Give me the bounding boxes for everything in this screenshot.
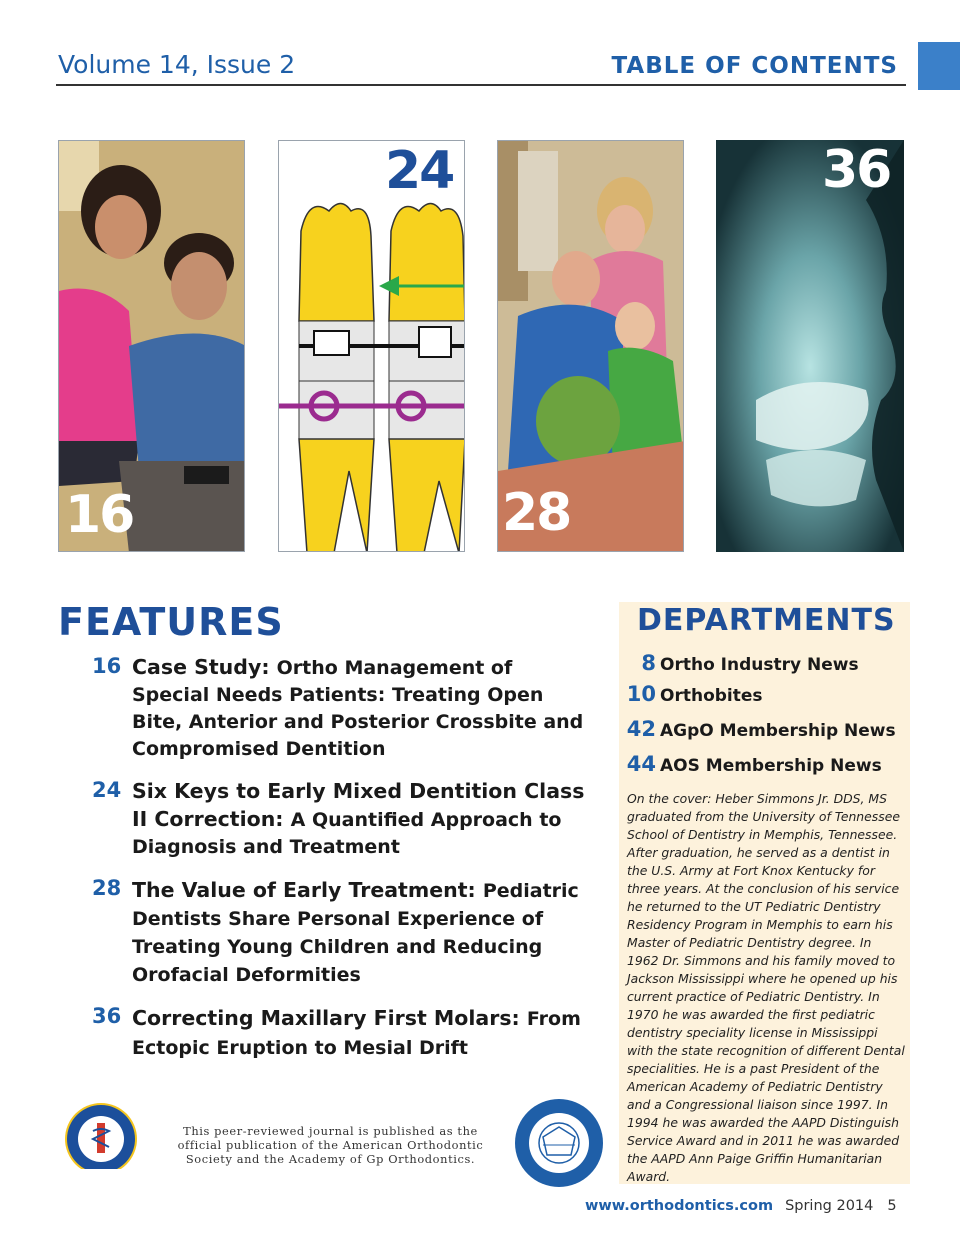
feature-text xyxy=(132,876,592,989)
photo-feature-28[interactable] xyxy=(497,140,684,552)
feature-title: The Value of Early Treatment: xyxy=(132,878,483,902)
feature-subtitle: Pediatric Dentists Share Personal Experience of Treating Young Children and Reducing Orofacial Deformities xyxy=(132,880,579,986)
feature-subtitle: Ortho Management of Special Needs Patients: Treating Open Bite, Anterior and Posterior Crossbite and Compromised Dentition xyxy=(132,657,584,760)
feature-title: Correcting Maxillary First Molars: xyxy=(132,1006,527,1030)
department-page-number: 8 xyxy=(641,651,656,675)
page-number: 5 xyxy=(887,1198,897,1214)
department-page-number: 44 xyxy=(626,752,656,776)
department-page-number: 10 xyxy=(626,682,656,706)
volume-issue: Volume 14, Issue 2 xyxy=(58,50,296,79)
cover-description: On the cover: Heber Simmons Jr. DDS, MS graduated from the University of Tennessee School of Dentistry in Memphis, Tennessee. After graduation, he served as a dentist in the U.S. Army at Fort Knox Kentucky for three years. At the conclusion of his service he returned to the UT Pediatric Dentistry Residency Program in Memphis to earn his Master of Pediatric Dentistry degree. In 1962 Dr. Simmons and his family moved to Jackson Mississippi where he opened up his current practice of Pediatric Dentistry. In 1970 he was awarded the first pediatric dentistry speciality license in Mississippi with the state recognition of different Dental specialities. He is a past President of the American Academy of Pediatric Dentistry and a Congressional liaison since 1997. In 1994 he was awarded the AAPD Distinguish Service Award and in 2011 he was awarded the AAPD Ann Paige Griffin Humanitarian Award. xyxy=(627,791,905,1184)
feature-page-number: 28 xyxy=(92,876,122,900)
feature-subtitle: A Quantified Approach to Diagnosis and Treatment xyxy=(132,809,562,858)
header-rule xyxy=(56,84,906,86)
feature-title: Six Keys to Early Mixed Dentition Class II Correction: xyxy=(132,779,585,831)
features-heading: FEATURES xyxy=(58,600,284,644)
website-link[interactable]: www.orthodontics.com xyxy=(585,1198,774,1214)
feature-subtitle: From Ectopic Eruption to Mesial Drift xyxy=(132,1008,581,1059)
department-page-number: 42 xyxy=(626,717,656,741)
aos-logo xyxy=(513,1097,605,1189)
agpo-logo xyxy=(57,1101,146,1183)
feature-text xyxy=(132,1004,592,1063)
feature-page-number: 16 xyxy=(92,654,122,678)
feature-item-24[interactable] xyxy=(92,778,592,861)
molars-diagram xyxy=(279,141,465,552)
department-label: AOS Membership News xyxy=(660,756,882,776)
feature-page-number: 36 xyxy=(92,1004,122,1028)
departments-heading: DEPARTMENTS xyxy=(637,603,896,638)
page-number-24: 24 xyxy=(385,141,454,201)
section-title: TABLE OF CONTENTS xyxy=(611,53,898,79)
department-label: AGpO Membership News xyxy=(660,721,896,741)
department-label: Orthobites xyxy=(660,686,763,706)
feature-item-16[interactable] xyxy=(92,654,592,763)
feature-page-number: 24 xyxy=(92,778,122,802)
publisher-note: This peer-reviewed journal is published as the official publication of the American Orthodontic Society and the Academy of Gp Orthodontics. xyxy=(177,1124,484,1166)
page-number-16: 16 xyxy=(65,485,134,545)
page-edge-tab xyxy=(918,42,960,90)
department-item-8[interactable] xyxy=(622,651,906,682)
page-number-28: 28 xyxy=(502,483,571,543)
issue-date: Spring 2014 xyxy=(785,1198,874,1214)
feature-item-36[interactable] xyxy=(92,1004,592,1063)
department-item-10[interactable] xyxy=(622,682,906,717)
department-item-44[interactable] xyxy=(622,752,906,787)
page-footer xyxy=(585,1198,897,1214)
xray-illustration xyxy=(716,140,904,552)
aos-seal-icon xyxy=(513,1097,605,1189)
photo-feature-16[interactable] xyxy=(58,140,245,552)
features-list xyxy=(92,654,592,1078)
feature-text xyxy=(132,654,592,763)
feature-title: Case Study: xyxy=(132,655,277,679)
departments-list xyxy=(622,651,906,787)
photo-feature-36[interactable] xyxy=(716,140,904,552)
department-label: Ortho Industry News xyxy=(660,655,859,675)
photo-feature-24[interactable] xyxy=(278,140,465,552)
agpo-seal-icon xyxy=(57,1101,146,1183)
feature-item-28[interactable] xyxy=(92,876,592,989)
department-item-42[interactable] xyxy=(622,717,906,752)
page-number-36: 36 xyxy=(822,140,891,200)
feature-text xyxy=(132,778,592,861)
